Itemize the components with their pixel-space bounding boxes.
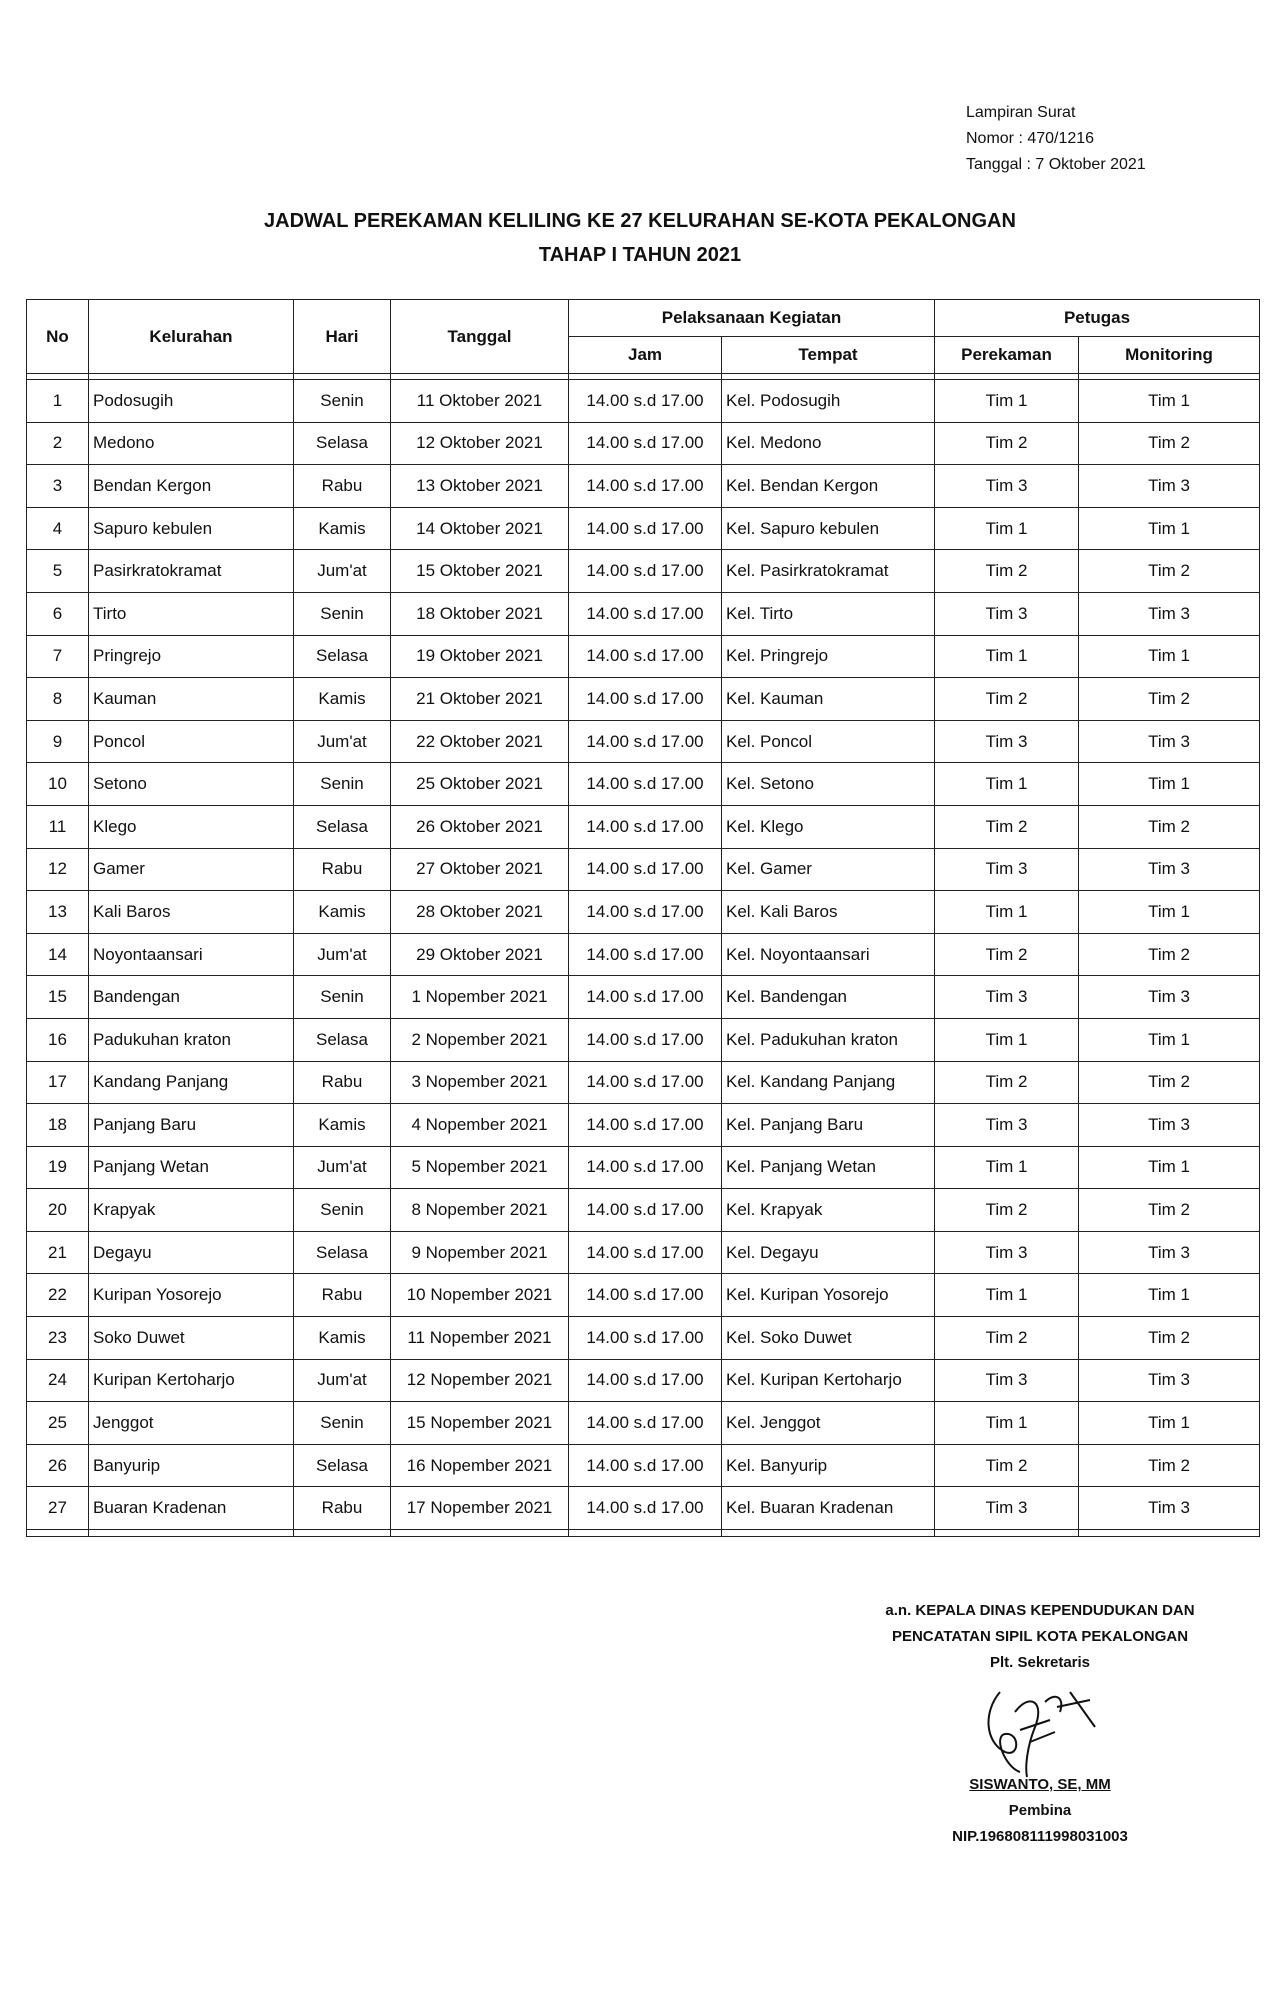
- cell-jam: 14.00 s.d 17.00: [569, 1061, 722, 1104]
- cell-jam: 14.00 s.d 17.00: [569, 507, 722, 550]
- cell-perekaman: Tim 1: [935, 507, 1079, 550]
- cell-tempat: Kel. Kauman: [722, 678, 935, 721]
- cell-monitoring: Tim 3: [1079, 1231, 1260, 1274]
- cell-kelurahan: Banyurip: [89, 1444, 294, 1487]
- col-header-jam: Jam: [569, 337, 722, 374]
- cell-no: 1: [27, 380, 89, 423]
- cell-kelurahan: Kuripan Yosorejo: [89, 1274, 294, 1317]
- table-header: [27, 300, 1260, 380]
- col-header-pelaksanaan: Pelaksanaan Kegiatan: [569, 300, 935, 337]
- cell-monitoring: Tim 3: [1079, 1104, 1260, 1147]
- cell-tempat: Kel. Kandang Panjang: [722, 1061, 935, 1104]
- col-header-monitoring: Monitoring: [1079, 337, 1260, 374]
- cell-tanggal: 16 Nopember 2021: [391, 1444, 569, 1487]
- cell-jam: 14.00 s.d 17.00: [569, 1104, 722, 1147]
- cell-tanggal: 12 Nopember 2021: [391, 1359, 569, 1402]
- cell-tanggal: 11 Nopember 2021: [391, 1317, 569, 1360]
- cell-tanggal: 2 Nopember 2021: [391, 1018, 569, 1061]
- cell-kelurahan: Klego: [89, 805, 294, 848]
- document-title: JADWAL PEREKAMAN KELILING KE 27 KELURAHAN SE-KOTA PEKALONGAN: [264, 210, 1016, 232]
- table-row: [27, 1104, 1260, 1147]
- cell-perekaman: Tim 1: [935, 1274, 1079, 1317]
- cell-jam: 14.00 s.d 17.00: [569, 1231, 722, 1274]
- cell-no: 25: [27, 1402, 89, 1445]
- cell-hari: Kamis: [294, 678, 391, 721]
- cell-monitoring: Tim 2: [1079, 1189, 1260, 1232]
- cell-tanggal: 11 Oktober 2021: [391, 380, 569, 423]
- cell-kelurahan: Krapyak: [89, 1189, 294, 1232]
- cell-hari: Jum'at: [294, 1146, 391, 1189]
- cell-hari: Selasa: [294, 1444, 391, 1487]
- cell-hari: Selasa: [294, 1231, 391, 1274]
- cell-tempat: Kel. Panjang Wetan: [722, 1146, 935, 1189]
- col-header-no: No: [27, 300, 89, 374]
- cell-perekaman: Tim 1: [935, 763, 1079, 806]
- cell-no: 5: [27, 550, 89, 593]
- cell-hari: Jum'at: [294, 1359, 391, 1402]
- cell-tempat: Kel. Gamer: [722, 848, 935, 891]
- cell-no: 19: [27, 1146, 89, 1189]
- cell-tempat: Kel. Medono: [722, 422, 935, 465]
- cell-tanggal: 1 Nopember 2021: [391, 976, 569, 1019]
- cell-no: 2: [27, 422, 89, 465]
- cell-monitoring: Tim 1: [1079, 763, 1260, 806]
- table-row: [27, 465, 1260, 508]
- cell-monitoring: Tim 2: [1079, 1444, 1260, 1487]
- cell-jam: 14.00 s.d 17.00: [569, 976, 722, 1019]
- cell-kelurahan: Kuripan Kertoharjo: [89, 1359, 294, 1402]
- cell-tempat: Kel. Kuripan Yosorejo: [722, 1274, 935, 1317]
- col-header-petugas: Petugas: [935, 300, 1260, 337]
- cell-monitoring: Tim 1: [1079, 507, 1260, 550]
- cell-hari: Rabu: [294, 848, 391, 891]
- table-row: [27, 1061, 1260, 1104]
- cell-no: 22: [27, 1274, 89, 1317]
- cell-monitoring: Tim 1: [1079, 1274, 1260, 1317]
- table-row: [27, 933, 1260, 976]
- cell-monitoring: Tim 3: [1079, 976, 1260, 1019]
- cell-no: 15: [27, 976, 89, 1019]
- cell-no: 20: [27, 1189, 89, 1232]
- cell-jam: 14.00 s.d 17.00: [569, 422, 722, 465]
- table-row: [27, 1231, 1260, 1274]
- cell-jam: 14.00 s.d 17.00: [569, 1146, 722, 1189]
- cell-perekaman: Tim 3: [935, 976, 1079, 1019]
- cell-perekaman: Tim 2: [935, 933, 1079, 976]
- cell-no: 9: [27, 720, 89, 763]
- cell-tempat: Kel. Buaran Kradenan: [722, 1487, 935, 1530]
- cell-perekaman: Tim 3: [935, 592, 1079, 635]
- cell-tempat: Kel. Pringrejo: [722, 635, 935, 678]
- cell-no: 12: [27, 848, 89, 891]
- schedule-table: [26, 299, 1260, 1537]
- cell-perekaman: Tim 1: [935, 891, 1079, 934]
- cell-monitoring: Tim 2: [1079, 422, 1260, 465]
- cell-perekaman: Tim 2: [935, 805, 1079, 848]
- cell-tempat: Kel. Sapuro kebulen: [722, 507, 935, 550]
- cell-hari: Rabu: [294, 1274, 391, 1317]
- cell-perekaman: Tim 2: [935, 1317, 1079, 1360]
- handwritten-signature: [975, 1672, 1125, 1782]
- cell-jam: 14.00 s.d 17.00: [569, 1189, 722, 1232]
- cell-tanggal: 4 Nopember 2021: [391, 1104, 569, 1147]
- cell-kelurahan: Panjang Baru: [89, 1104, 294, 1147]
- cell-hari: Kamis: [294, 1104, 391, 1147]
- cell-jam: 14.00 s.d 17.00: [569, 805, 722, 848]
- table-row: [27, 507, 1260, 550]
- document-subtitle: TAHAP I TAHUN 2021: [538, 244, 742, 266]
- cell-no: 10: [27, 763, 89, 806]
- cell-tanggal: 15 Oktober 2021: [391, 550, 569, 593]
- cell-tempat: Kel. Klego: [722, 805, 935, 848]
- cell-no: 11: [27, 805, 89, 848]
- cell-monitoring: Tim 1: [1079, 380, 1260, 423]
- cell-tempat: Kel. Jenggot: [722, 1402, 935, 1445]
- cell-monitoring: Tim 2: [1079, 1061, 1260, 1104]
- cell-monitoring: Tim 2: [1079, 805, 1260, 848]
- table-end-separator: [27, 1530, 1260, 1537]
- cell-jam: 14.00 s.d 17.00: [569, 891, 722, 934]
- cell-tanggal: 12 Oktober 2021: [391, 422, 569, 465]
- cell-tanggal: 27 Oktober 2021: [391, 848, 569, 891]
- cell-hari: Senin: [294, 1189, 391, 1232]
- cell-hari: Senin: [294, 380, 391, 423]
- cell-monitoring: Tim 2: [1079, 1317, 1260, 1360]
- cell-monitoring: Tim 3: [1079, 1487, 1260, 1530]
- cell-hari: Kamis: [294, 1317, 391, 1360]
- col-header-kelurahan: Kelurahan: [89, 300, 294, 374]
- cell-tempat: Kel. Tirto: [722, 592, 935, 635]
- cell-kelurahan: Degayu: [89, 1231, 294, 1274]
- cell-tempat: Kel. Poncol: [722, 720, 935, 763]
- table-row: [27, 678, 1260, 721]
- cell-jam: 14.00 s.d 17.00: [569, 1444, 722, 1487]
- cell-kelurahan: Bandengan: [89, 976, 294, 1019]
- cell-perekaman: Tim 1: [935, 1146, 1079, 1189]
- cell-hari: Jum'at: [294, 720, 391, 763]
- cell-jam: 14.00 s.d 17.00: [569, 1018, 722, 1061]
- table-row: [27, 1359, 1260, 1402]
- table-row: [27, 805, 1260, 848]
- table-row: [27, 635, 1260, 678]
- cell-hari: Jum'at: [294, 550, 391, 593]
- col-header-hari: Hari: [294, 300, 391, 374]
- table-body: [27, 380, 1260, 1537]
- cell-hari: Jum'at: [294, 933, 391, 976]
- table-row: [27, 422, 1260, 465]
- table-row: [27, 763, 1260, 806]
- cell-jam: 14.00 s.d 17.00: [569, 592, 722, 635]
- table-row: [27, 1018, 1260, 1061]
- signatory-position: Plt. Sekretaris: [989, 1654, 1091, 1671]
- cell-monitoring: Tim 3: [1079, 1359, 1260, 1402]
- cell-monitoring: Tim 3: [1079, 465, 1260, 508]
- table-row: [27, 1402, 1260, 1445]
- cell-tanggal: 17 Nopember 2021: [391, 1487, 569, 1530]
- cell-monitoring: Tim 1: [1079, 1146, 1260, 1189]
- cell-no: 16: [27, 1018, 89, 1061]
- cell-no: 17: [27, 1061, 89, 1104]
- cell-tanggal: 15 Nopember 2021: [391, 1402, 569, 1445]
- cell-tanggal: 14 Oktober 2021: [391, 507, 569, 550]
- cell-hari: Selasa: [294, 635, 391, 678]
- table-row: [27, 720, 1260, 763]
- cell-monitoring: Tim 2: [1079, 933, 1260, 976]
- cell-kelurahan: Poncol: [89, 720, 294, 763]
- cell-tempat: Kel. Pasirkratokramat: [722, 550, 935, 593]
- cell-kelurahan: Kali Baros: [89, 891, 294, 934]
- col-header-perekaman: Perekaman: [935, 337, 1079, 374]
- cell-kelurahan: Kauman: [89, 678, 294, 721]
- cell-tanggal: 29 Oktober 2021: [391, 933, 569, 976]
- cell-tanggal: 21 Oktober 2021: [391, 678, 569, 721]
- signatory-rank: Pembina: [1008, 1802, 1072, 1819]
- cell-kelurahan: Bendan Kergon: [89, 465, 294, 508]
- cell-tanggal: 9 Nopember 2021: [391, 1231, 569, 1274]
- cell-no: 14: [27, 933, 89, 976]
- cell-kelurahan: Padukuhan kraton: [89, 1018, 294, 1061]
- cell-kelurahan: Noyontaansari: [89, 933, 294, 976]
- cell-no: 23: [27, 1317, 89, 1360]
- signatory-name: SISWANTO, SE, MM: [969, 1776, 1111, 1793]
- signatory-nip: NIP.196808111998031003: [952, 1828, 1128, 1845]
- cell-perekaman: Tim 2: [935, 422, 1079, 465]
- cell-perekaman: Tim 2: [935, 1189, 1079, 1232]
- cell-monitoring: Tim 3: [1079, 592, 1260, 635]
- cell-tanggal: 18 Oktober 2021: [391, 592, 569, 635]
- cell-tempat: Kel. Degayu: [722, 1231, 935, 1274]
- cell-monitoring: Tim 2: [1079, 550, 1260, 593]
- cell-monitoring: Tim 1: [1079, 1018, 1260, 1061]
- col-header-tanggal: Tanggal: [391, 300, 569, 374]
- cell-tempat: Kel. Bendan Kergon: [722, 465, 935, 508]
- cell-tanggal: 3 Nopember 2021: [391, 1061, 569, 1104]
- cell-kelurahan: Panjang Wetan: [89, 1146, 294, 1189]
- cell-hari: Selasa: [294, 805, 391, 848]
- cell-perekaman: Tim 2: [935, 1061, 1079, 1104]
- signatory-office-line2: PENCATATAN SIPIL KOTA PEKALONGAN: [891, 1628, 1189, 1645]
- table-row: [27, 1146, 1260, 1189]
- cell-tanggal: 19 Oktober 2021: [391, 635, 569, 678]
- cell-perekaman: Tim 3: [935, 848, 1079, 891]
- cell-kelurahan: Buaran Kradenan: [89, 1487, 294, 1530]
- cell-tempat: Kel. Padukuhan kraton: [722, 1018, 935, 1061]
- cell-jam: 14.00 s.d 17.00: [569, 763, 722, 806]
- col-header-tempat: Tempat: [722, 337, 935, 374]
- table-row: [27, 550, 1260, 593]
- cell-kelurahan: Pasirkratokramat: [89, 550, 294, 593]
- cell-no: 4: [27, 507, 89, 550]
- cell-kelurahan: Tirto: [89, 592, 294, 635]
- cell-kelurahan: Pringrejo: [89, 635, 294, 678]
- table-row: [27, 1189, 1260, 1232]
- cell-tempat: Kel. Kuripan Kertoharjo: [722, 1359, 935, 1402]
- cell-perekaman: Tim 2: [935, 678, 1079, 721]
- table-row: [27, 380, 1260, 423]
- cell-kelurahan: Kandang Panjang: [89, 1061, 294, 1104]
- cell-jam: 14.00 s.d 17.00: [569, 678, 722, 721]
- cell-hari: Selasa: [294, 1018, 391, 1061]
- cell-kelurahan: Setono: [89, 763, 294, 806]
- cell-perekaman: Tim 3: [935, 1231, 1079, 1274]
- cell-monitoring: Tim 1: [1079, 1402, 1260, 1445]
- cell-jam: 14.00 s.d 17.00: [569, 1487, 722, 1530]
- cell-perekaman: Tim 3: [935, 1359, 1079, 1402]
- cell-hari: Kamis: [294, 891, 391, 934]
- cell-tanggal: 25 Oktober 2021: [391, 763, 569, 806]
- cell-hari: Kamis: [294, 507, 391, 550]
- cell-tempat: Kel. Setono: [722, 763, 935, 806]
- cell-tempat: Kel. Noyontaansari: [722, 933, 935, 976]
- cell-no: 8: [27, 678, 89, 721]
- cell-no: 27: [27, 1487, 89, 1530]
- table-row: [27, 891, 1260, 934]
- cell-kelurahan: Podosugih: [89, 380, 294, 423]
- cell-jam: 14.00 s.d 17.00: [569, 933, 722, 976]
- cell-tempat: Kel. Kali Baros: [722, 891, 935, 934]
- cell-hari: Senin: [294, 1402, 391, 1445]
- signatory-office-line1: a.n. KEPALA DINAS KEPENDUDUKAN DAN: [885, 1602, 1195, 1619]
- letter-reference: [966, 100, 1146, 178]
- cell-jam: 14.00 s.d 17.00: [569, 1274, 722, 1317]
- cell-hari: Rabu: [294, 1487, 391, 1530]
- cell-perekaman: Tim 3: [935, 720, 1079, 763]
- cell-tanggal: 10 Nopember 2021: [391, 1274, 569, 1317]
- cell-tempat: Kel. Soko Duwet: [722, 1317, 935, 1360]
- table-row: [27, 848, 1260, 891]
- cell-jam: 14.00 s.d 17.00: [569, 550, 722, 593]
- cell-perekaman: Tim 2: [935, 1444, 1079, 1487]
- cell-no: 6: [27, 592, 89, 635]
- cell-no: 3: [27, 465, 89, 508]
- cell-jam: 14.00 s.d 17.00: [569, 1402, 722, 1445]
- cell-kelurahan: Soko Duwet: [89, 1317, 294, 1360]
- cell-perekaman: Tim 3: [935, 1104, 1079, 1147]
- cell-hari: Rabu: [294, 465, 391, 508]
- cell-jam: 14.00 s.d 17.00: [569, 465, 722, 508]
- cell-jam: 14.00 s.d 17.00: [569, 1359, 722, 1402]
- cell-perekaman: Tim 3: [935, 1487, 1079, 1530]
- letter-number: Nomor : 470/1216: [966, 130, 1095, 147]
- cell-hari: Senin: [294, 592, 391, 635]
- cell-monitoring: Tim 1: [1079, 891, 1260, 934]
- cell-perekaman: Tim 1: [935, 380, 1079, 423]
- cell-perekaman: Tim 1: [935, 635, 1079, 678]
- cell-jam: 14.00 s.d 17.00: [569, 635, 722, 678]
- cell-tempat: Kel. Panjang Baru: [722, 1104, 935, 1147]
- cell-no: 13: [27, 891, 89, 934]
- cell-hari: Senin: [294, 763, 391, 806]
- cell-monitoring: Tim 1: [1079, 635, 1260, 678]
- cell-tempat: Kel. Bandengan: [722, 976, 935, 1019]
- cell-tempat: Kel. Banyurip: [722, 1444, 935, 1487]
- cell-jam: 14.00 s.d 17.00: [569, 848, 722, 891]
- table-row: [27, 592, 1260, 635]
- cell-perekaman: Tim 1: [935, 1018, 1079, 1061]
- cell-kelurahan: Sapuro kebulen: [89, 507, 294, 550]
- cell-no: 21: [27, 1231, 89, 1274]
- cell-hari: Selasa: [294, 422, 391, 465]
- cell-no: 7: [27, 635, 89, 678]
- cell-perekaman: Tim 1: [935, 1402, 1079, 1445]
- table-row: [27, 1444, 1260, 1487]
- cell-jam: 14.00 s.d 17.00: [569, 380, 722, 423]
- cell-perekaman: Tim 2: [935, 550, 1079, 593]
- cell-tempat: Kel. Podosugih: [722, 380, 935, 423]
- cell-hari: Rabu: [294, 1061, 391, 1104]
- cell-no: 18: [27, 1104, 89, 1147]
- cell-kelurahan: Medono: [89, 422, 294, 465]
- table-row: [27, 976, 1260, 1019]
- cell-tanggal: 28 Oktober 2021: [391, 891, 569, 934]
- cell-tanggal: 5 Nopember 2021: [391, 1146, 569, 1189]
- table-row: [27, 1487, 1260, 1530]
- attachment-label: Lampiran Surat: [966, 104, 1076, 121]
- cell-no: 26: [27, 1444, 89, 1487]
- cell-tempat: Kel. Krapyak: [722, 1189, 935, 1232]
- cell-monitoring: Tim 2: [1079, 678, 1260, 721]
- cell-monitoring: Tim 3: [1079, 720, 1260, 763]
- letter-date: Tanggal : 7 Oktober 2021: [966, 156, 1146, 173]
- table-row: [27, 1317, 1260, 1360]
- cell-perekaman: Tim 3: [935, 465, 1079, 508]
- cell-hari: Senin: [294, 976, 391, 1019]
- cell-jam: 14.00 s.d 17.00: [569, 720, 722, 763]
- cell-tanggal: 8 Nopember 2021: [391, 1189, 569, 1232]
- table-row: [27, 1274, 1260, 1317]
- cell-tanggal: 13 Oktober 2021: [391, 465, 569, 508]
- cell-kelurahan: Jenggot: [89, 1402, 294, 1445]
- cell-monitoring: Tim 3: [1079, 848, 1260, 891]
- cell-kelurahan: Gamer: [89, 848, 294, 891]
- cell-no: 24: [27, 1359, 89, 1402]
- cell-jam: 14.00 s.d 17.00: [569, 1317, 722, 1360]
- cell-tanggal: 22 Oktober 2021: [391, 720, 569, 763]
- cell-tanggal: 26 Oktober 2021: [391, 805, 569, 848]
